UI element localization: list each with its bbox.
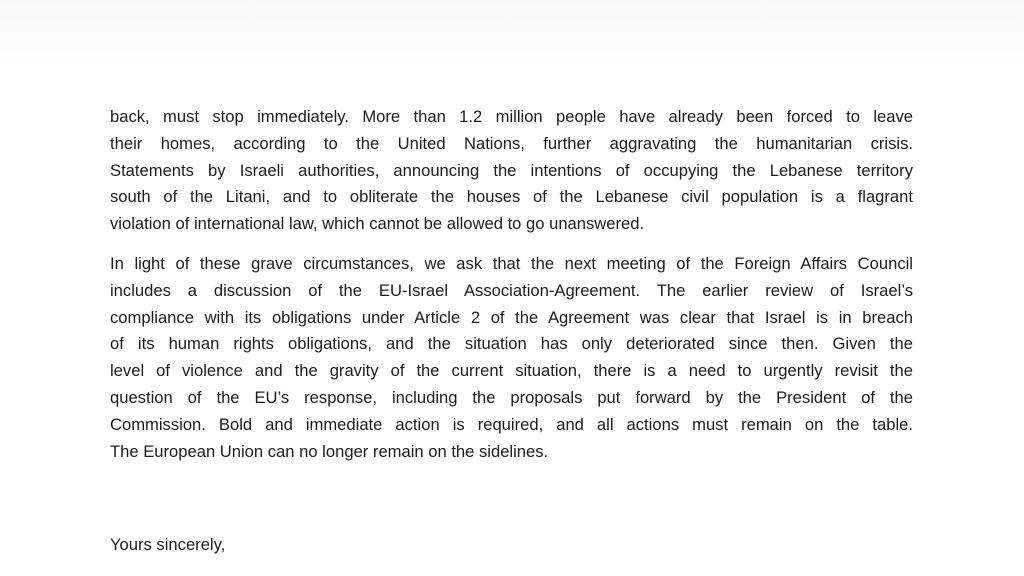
text-line: question of the EU’s response, including the proposals put forward by the President of the bbox=[110, 387, 913, 407]
paragraph-1 bbox=[110, 104, 913, 238]
text-line: level of violence and the gravity of the current situation, there is a need to urgently revisit the bbox=[110, 361, 913, 381]
text-line: of its human rights obligations, and the situation has only deteriorated since then. Given the bbox=[110, 334, 913, 354]
text-line: Commission. Bold and immediate action is required, and all actions must remain on the table. bbox=[110, 414, 913, 434]
text-line: includes a discussion of the EU-Israel Association-Agreement. The earlier review of Israel’s bbox=[110, 280, 913, 300]
text-line: The European Union can no longer remain on the sidelines. bbox=[110, 441, 549, 461]
text-line: back, must stop immediately. More than 1.2 million people have already been forced to leave bbox=[110, 107, 913, 126]
text-line: south of the Litani, and to obliterate the houses of the Lebanese civil population is a flagrant bbox=[110, 187, 913, 207]
text-line: their homes, according to the United Nations, further aggravating the humanitarian crisis. bbox=[110, 133, 913, 153]
text-line: In light of these grave circumstances, we ask that the next meeting of the Foreign Affairs Council bbox=[110, 253, 913, 273]
text-line: compliance with its obligations under Article 2 of the Agreement was clear that Israel is in breach bbox=[110, 307, 913, 327]
text-line: Statements by Israeli authorities, announcing the intentions of occupying the Lebanese territory bbox=[110, 160, 913, 180]
text-line: violation of international law, which cannot be allowed to go unanswered. bbox=[110, 214, 645, 234]
paragraph-2 bbox=[110, 251, 913, 465]
closing-salutation: Yours sincerely, bbox=[110, 535, 226, 554]
letter-body bbox=[110, 104, 913, 478]
